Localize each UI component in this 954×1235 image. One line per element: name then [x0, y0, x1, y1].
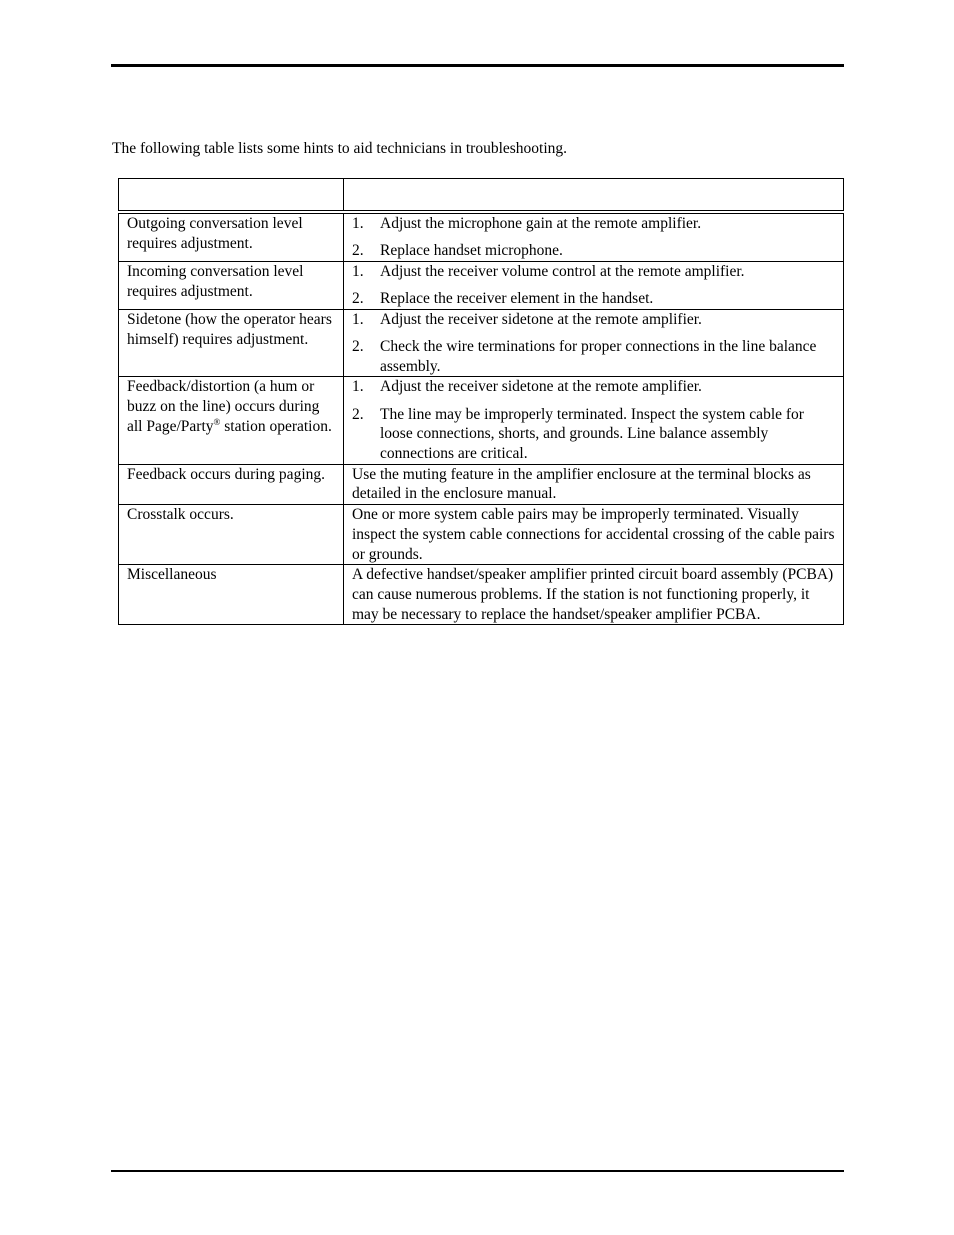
- problem-cell: Feedback occurs during paging.: [119, 464, 344, 504]
- solution-cell: Use the muting feature in the amplifier enclosure at the terminal blocks as detailed in the enclosure manual.: [344, 464, 844, 504]
- step-item: [352, 310, 835, 330]
- header-cell-solution: [344, 179, 844, 213]
- footer-rule: [111, 1170, 844, 1172]
- solution-cell: [344, 377, 844, 464]
- header-rule: [111, 64, 844, 67]
- step-item: [352, 377, 835, 397]
- solution-cell: A defective handset/speaker amplifier printed circuit board assembly (PCBA) can cause numerous problems. If the station is not functioning properly, it may be necessary to replace the handset/speaker amplifier PCBA.: [344, 565, 844, 625]
- step-text: Adjust the microphone gain at the remote amplifier.: [380, 215, 702, 232]
- table-row: [119, 464, 844, 504]
- step-list: [352, 214, 835, 261]
- step-list: [352, 377, 835, 463]
- table-row: [119, 505, 844, 565]
- problem-cell: Incoming conversation level requires adjustment.: [119, 261, 344, 309]
- problem-cell: Sidetone (how the operator hears himself) requires adjustment.: [119, 309, 344, 377]
- step-text: Adjust the receiver volume control at the remote amplifier.: [380, 262, 745, 280]
- step-number: 2.: [352, 290, 364, 308]
- step-text: Replace the receiver element in the handset.: [380, 290, 654, 308]
- step-number: 1.: [352, 215, 364, 232]
- step-item: [352, 289, 835, 309]
- step-text: The line may be improperly terminated. Inspect the system cable for loose connections, shorts, and grounds. Line balance assembly connections are critical.: [380, 405, 804, 463]
- step-item: [352, 405, 835, 464]
- step-text: Replace handset microphone.: [380, 242, 563, 260]
- step-text: Check the wire terminations for proper connections in the line balance assembly.: [380, 338, 817, 375]
- step-number: 2.: [352, 338, 364, 356]
- step-item: [352, 214, 835, 234]
- problem-cell: [119, 377, 344, 464]
- step-number: 2.: [352, 405, 364, 423]
- table-row: [119, 565, 844, 625]
- step-number: 1.: [352, 378, 364, 396]
- solution-cell: One or more system cable pairs may be improperly terminated. Visually inspect the system cable connections for accidental crossing of the cable pairs or grounds.: [344, 505, 844, 565]
- step-list: [352, 310, 835, 377]
- table-row: [119, 309, 844, 377]
- solution-cell: [344, 261, 844, 309]
- table-row: [119, 261, 844, 309]
- solution-cell: [344, 309, 844, 377]
- step-number: 1.: [352, 262, 364, 280]
- step-text: Adjust the receiver sidetone at the remote amplifier.: [380, 378, 702, 396]
- step-item: [352, 262, 835, 282]
- registered-mark: ®: [213, 416, 221, 427]
- problem-cell: Miscellaneous: [119, 565, 344, 625]
- intro-text: The following table lists some hints to aid technicians in troubleshooting.: [112, 140, 568, 157]
- problem-text: Feedback/distortion (a hum or buzz on the line) occurs during all Page/Party: [127, 378, 320, 435]
- table-header-row: [119, 179, 844, 213]
- step-number: 1.: [352, 310, 364, 328]
- step-item: [352, 337, 835, 376]
- troubleshooting-table: [118, 178, 844, 625]
- step-number: 2.: [352, 242, 364, 260]
- problem-cell: Crosstalk occurs.: [119, 505, 344, 565]
- table-row: [119, 377, 844, 464]
- step-text: Adjust the receiver sidetone at the remote amplifier.: [380, 310, 702, 328]
- problem-text-cont: station operation.: [220, 417, 332, 435]
- solution-cell: [344, 212, 844, 261]
- step-item: [352, 241, 835, 261]
- problem-cell: Outgoing conversation level requires adjustment.: [119, 212, 344, 261]
- step-list: [352, 262, 835, 309]
- header-cell-problem: [119, 179, 344, 213]
- table-row: [119, 212, 844, 261]
